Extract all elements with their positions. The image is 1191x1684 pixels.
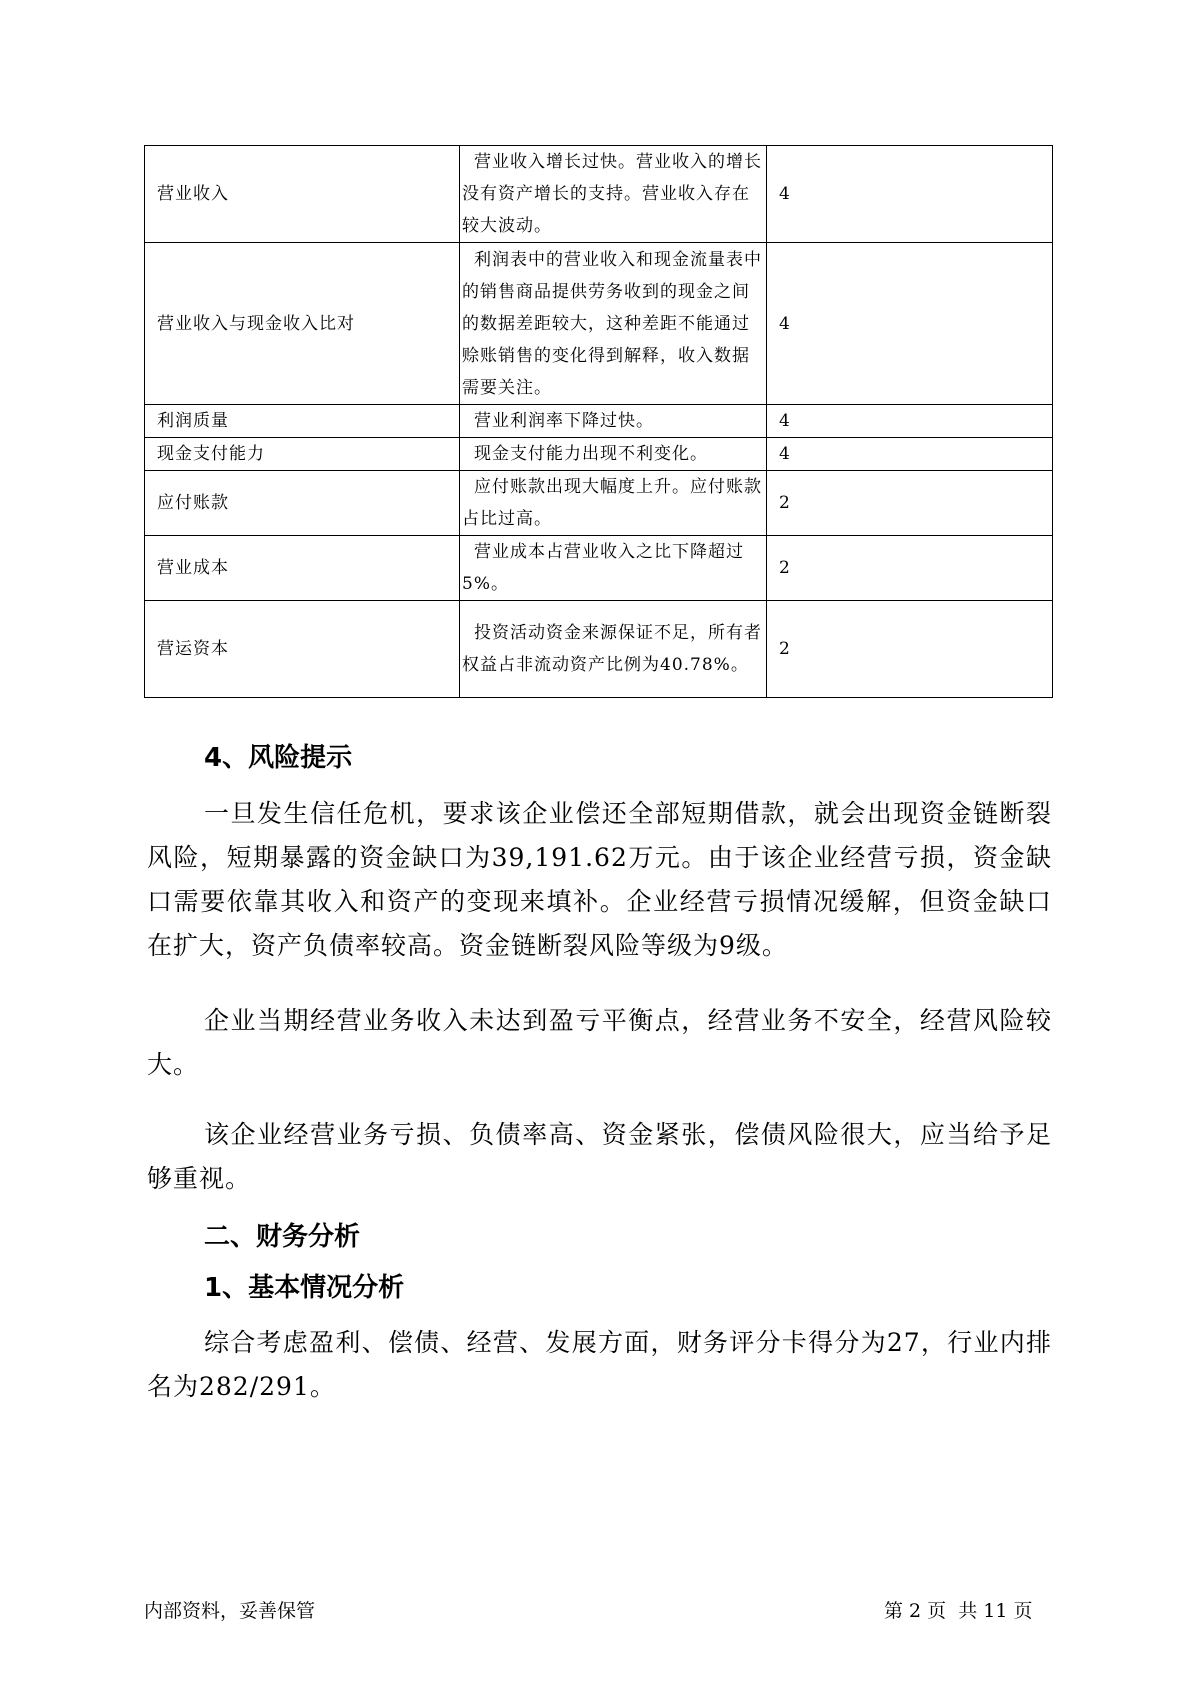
table-row xyxy=(145,536,1053,601)
indicator-description: 营业收入增长过快。营业收入的增长没有资产增长的支持。营业收入存在较大波动。 xyxy=(462,152,762,236)
subsection-heading: 1、基本情况分析 xyxy=(204,1273,405,1303)
indicator-name: 利润质量 xyxy=(145,405,460,438)
indicator-name: 现金支付能力 xyxy=(145,438,460,471)
indicator-description: 投资活动资金来源保证不足，所有者权益占非流动资产比例为40.78%。 xyxy=(462,623,762,675)
risk-indicator-table xyxy=(144,145,1053,698)
indicator-description: 营业利润率下降过快。 xyxy=(474,411,654,431)
table-row xyxy=(145,601,1053,698)
risk-paragraph: 一旦发生信任危机，要求该企业偿还全部短期借款，就会出现资金链断裂风险，短期暴露的资金缺口为39,191.62万元。由于该企业经营亏损，资金缺口需要依靠其收入和资产的变现来填补。企业经营亏损情况缓解，但资金缺口在扩大，资产负债率较高。资金链断裂风险等级为9级。 xyxy=(147,799,1052,960)
table-row xyxy=(145,405,1053,438)
indicator-score: 4 xyxy=(767,146,1053,243)
indicator-name: 营运资本 xyxy=(145,601,460,698)
table-row xyxy=(145,438,1053,471)
indicator-description: 现金支付能力出现不利变化。 xyxy=(474,444,708,464)
table-row xyxy=(145,243,1053,405)
indicator-score: 2 xyxy=(767,536,1053,601)
page-number: 第 2 页 共 11 页 xyxy=(884,1600,1033,1622)
indicator-name: 营业收入与现金收入比对 xyxy=(145,243,460,405)
indicator-score: 2 xyxy=(767,601,1053,698)
section-heading: 二、财务分析 xyxy=(204,1222,361,1252)
risk-paragraph: 企业当期经营业务收入未达到盈亏平衡点，经营业务不安全，经营风险较大。 xyxy=(147,1006,1052,1079)
indicator-description: 营业成本占营业收入之比下降超过5%。 xyxy=(462,542,744,594)
indicator-description: 利润表中的营业收入和现金流量表中的销售商品提供劳务收到的现金之间的数据差距较大，这种差距不能通过赊账销售的变化得到解释，收入数据需要关注。 xyxy=(462,249,762,398)
finance-paragraph: 综合考虑盈利、偿债、经营、发展方面，财务评分卡得分为27，行业内排名为282/291。 xyxy=(147,1328,1052,1401)
footer-confidential: 内部资料，妥善保管 xyxy=(144,1600,316,1622)
risk-paragraph: 该企业经营业务亏损、负债率高、资金紧张，偿债风险很大，应当给予足够重视。 xyxy=(147,1120,1052,1193)
indicator-score: 4 xyxy=(767,405,1053,438)
indicator-description: 应付账款出现大幅度上升。应付账款占比过高。 xyxy=(462,477,762,529)
risk-heading: 4、风险提示 xyxy=(204,743,353,773)
indicator-name: 营业收入 xyxy=(145,146,460,243)
indicator-score: 4 xyxy=(767,243,1053,405)
indicator-name: 应付账款 xyxy=(145,471,460,536)
indicator-score: 4 xyxy=(767,438,1053,471)
indicator-score: 2 xyxy=(767,471,1053,536)
table-row xyxy=(145,146,1053,243)
table-row xyxy=(145,471,1053,536)
indicator-name: 营业成本 xyxy=(145,536,460,601)
